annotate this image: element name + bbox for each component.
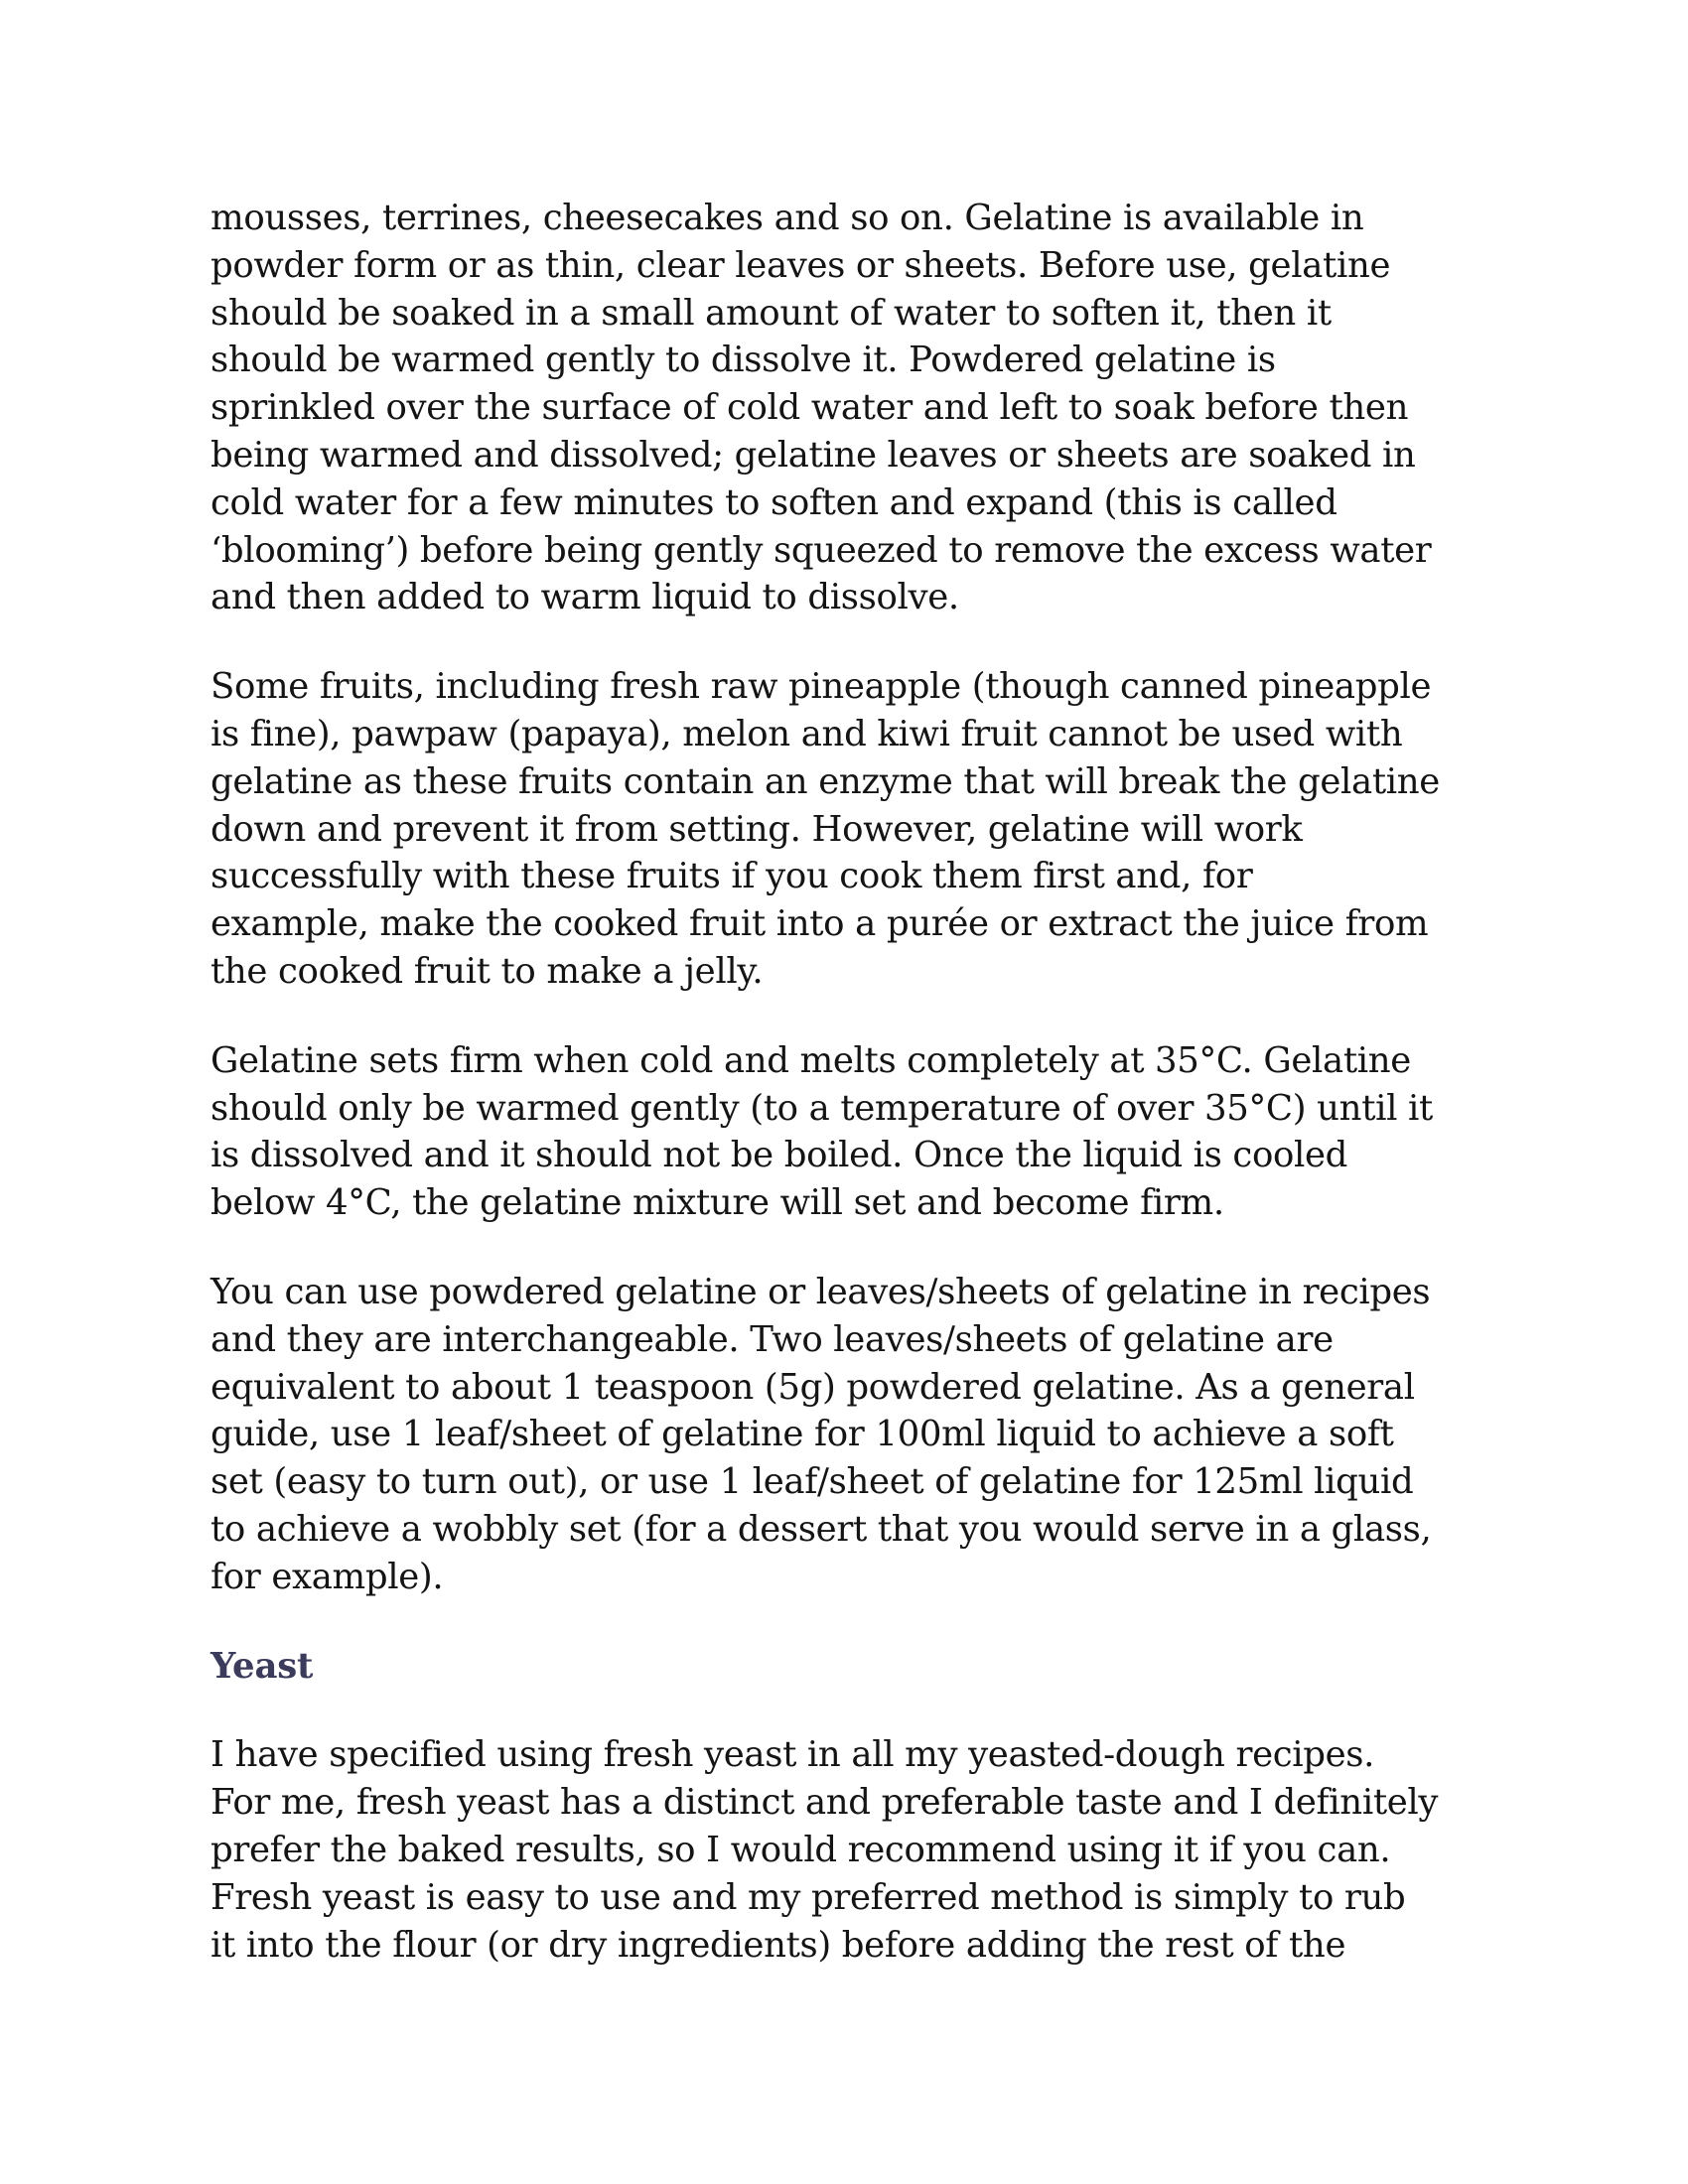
text-line: being warmed and dissolved; gelatine leaves or sheets are soaked in (211, 434, 1416, 476)
text-line: Gelatine sets firm when cold and melts completely at 35°C. Gelatine (211, 1039, 1411, 1081)
text-line: cold water for a few minutes to soften and expand (this is called (211, 481, 1337, 523)
text-line: should be warmed gently to dissolve it. Powdered gelatine is (211, 340, 1276, 381)
text-line: gelatine as these fruits contain an enzyme that will break the gelatine (211, 760, 1440, 802)
text-line: and then added to warm liquid to dissolve. (211, 577, 959, 618)
text-line: below 4°C, the gelatine mixture will set and become firm. (211, 1182, 1224, 1224)
paragraph-gelatine-quantities (211, 1269, 1491, 1601)
text-line: is dissolved and it should not be boiled. Once the liquid is cooled (211, 1135, 1348, 1176)
paragraph-gelatine-usage (211, 195, 1491, 621)
paragraph-yeast (211, 1731, 1491, 1969)
text-line: ‘blooming’) before being gently squeezed to remove the excess water (211, 529, 1432, 571)
text-line: should only be warmed gently (to a temperature of over 35°C) until it (211, 1087, 1433, 1129)
text-line: powder form or as thin, clear leaves or sheets. Before use, gelatine (211, 244, 1391, 286)
text-line: equivalent to about 1 teaspoon (5g) powdered gelatine. As a general (211, 1366, 1415, 1408)
paragraph-gelatine-fruits (211, 663, 1491, 996)
text-line: should be soaked in a small amount of water to soften it, then it (211, 292, 1332, 334)
text-line: prefer the baked results, so I would recommend using it if you can. (211, 1829, 1391, 1870)
text-line: down and prevent it from setting. However, gelatine will work (211, 808, 1303, 850)
text-line: it into the flour (or dry ingredients) before adding the rest of the (211, 1924, 1346, 1966)
page-body (211, 195, 1491, 2010)
section-heading-yeast: Yeast (211, 1645, 314, 1687)
text-line: I have specified using fresh yeast in all my yeasted-dough recipes. (211, 1734, 1375, 1776)
text-line: successfully with these fruits if you cook them first and, for (211, 856, 1253, 897)
text-line: to achieve a wobbly set (for a dessert that you would serve in a glass, (211, 1508, 1432, 1550)
text-line: Fresh yeast is easy to use and my preferred method is simply to rub (211, 1876, 1406, 1918)
text-line: example, make the cooked fruit into a purée or extract the juice from (211, 903, 1429, 945)
text-line: set (easy to turn out), or use 1 leaf/sheet of gelatine for 125ml liquid (211, 1461, 1414, 1503)
text-line: and they are interchangeable. Two leaves/sheets of gelatine are (211, 1318, 1334, 1360)
text-line: guide, use 1 leaf/sheet of gelatine for 100ml liquid to achieve a soft (211, 1414, 1394, 1455)
text-line: the cooked fruit to make a jelly. (211, 950, 764, 992)
paragraph-gelatine-temperature (211, 1037, 1491, 1227)
text-line: mousses, terrines, cheesecakes and so on. Gelatine is available in (211, 198, 1364, 238)
text-line: for example). (211, 1556, 444, 1597)
text-line: is fine), pawpaw (papaya), melon and kiwi fruit cannot be used with (211, 713, 1403, 754)
text-line: For me, fresh yeast has a distinct and preferable taste and I definitely (211, 1782, 1439, 1824)
text-line: sprinkled over the surface of cold water and left to soak before then (211, 387, 1409, 429)
text-line: You can use powdered gelatine or leaves/sheets of gelatine in recipes (211, 1271, 1431, 1312)
text-line: Some fruits, including fresh raw pineapple (though canned pineapple (211, 666, 1432, 708)
